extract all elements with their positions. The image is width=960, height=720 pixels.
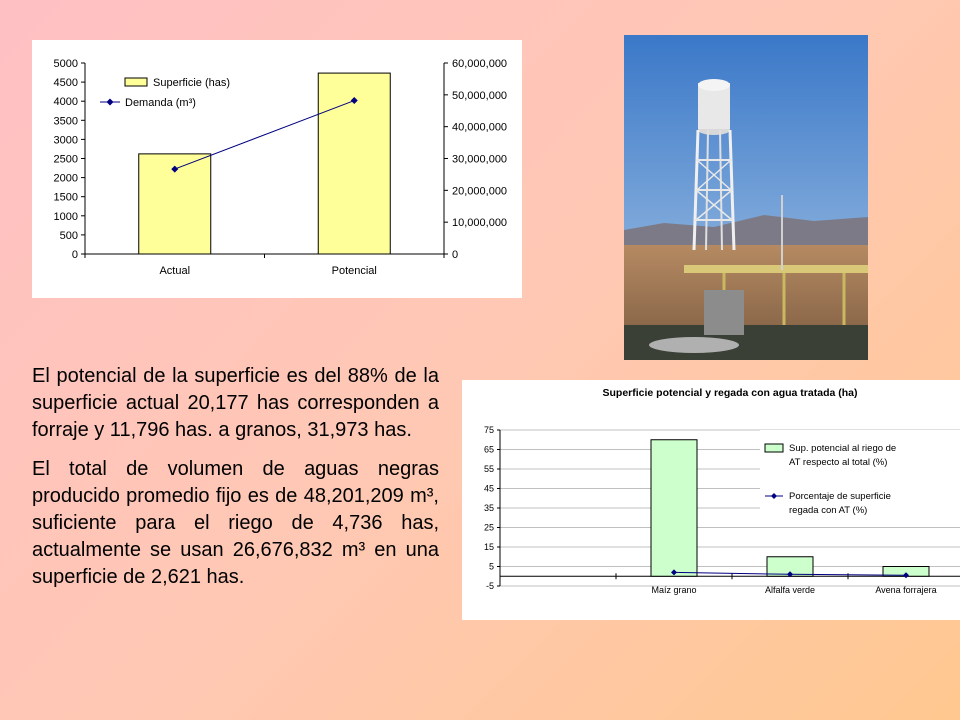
y-tick-label-3: 1500: [53, 191, 78, 204]
paragraph-volumen-aguas: El total de volumen de aguas negras producido promedio fijo es de 48,201,209 m³, suficiente para el riego de 4,736 has, actualmente se usan 26,676,832 m³ en una superficie de 2,621 has.: [32, 458, 439, 588]
legend-label-potencial-2: AT respecto al total (%): [789, 457, 888, 468]
y2-tick-label-0: 0: [452, 249, 459, 261]
y-tick-label-0: -5: [485, 581, 494, 591]
chart-superficie-potencial-regada: [462, 380, 960, 620]
x-tick-label-1: Potencial: [331, 265, 377, 277]
y-tick-label-10: 5000: [53, 58, 78, 70]
y-tick-label-5: 2500: [53, 153, 78, 166]
y2-tick-label-4: 40,000,000: [452, 121, 508, 134]
paragraph-superficie: El potencial de la superficie es del 88% de la superficie actual 20,177 has corresponden a forraje y 11,796 has. a granos, 31,973 has.: [32, 365, 439, 441]
legend-swatch-superficie: [125, 78, 147, 86]
x-tick-label-0: Actual: [159, 265, 191, 277]
y-tick-label-8: 4000: [53, 96, 78, 109]
y-tick-label-4: 35: [483, 503, 494, 513]
legend-swatch-potencial: [765, 444, 783, 452]
x-tick-label-1: Maíz grano: [651, 585, 697, 595]
y2-tick-label-6: 60,000,000: [452, 58, 508, 70]
y-tick-label-4: 2000: [53, 172, 78, 185]
y-tick-label-8: 75: [483, 425, 494, 435]
y-tick-label-2: 15: [483, 542, 494, 552]
legend-label-regada-1: Porcentaje de superficie: [789, 491, 891, 502]
y2-tick-label-5: 50,000,000: [452, 89, 508, 102]
y-tick-label-1: 5: [488, 561, 494, 572]
x-tick-label-3: Avena forrajera: [875, 585, 937, 595]
legend-label-demanda: Demanda (m³): [125, 97, 196, 109]
y2-tick-label-2: 20,000,000: [452, 185, 508, 198]
y-tick-label-1: 500: [59, 229, 78, 242]
bar-1: [651, 440, 697, 577]
chart-superficie-potencial-regada-svg: [462, 380, 960, 620]
y-tick-label-2: 1000: [53, 210, 78, 223]
chart-superficie-demanda-svg: [32, 40, 522, 298]
y-tick-label-6: 55: [483, 464, 494, 474]
x-tick-label-2: Alfalfa verde: [764, 585, 816, 595]
legend-label-potencial-1: Sup. potencial al riego de: [789, 443, 897, 454]
y-tick-label-6: 3000: [53, 134, 78, 147]
y-tick-label-9: 4500: [53, 77, 78, 90]
legend-marker-demanda: [107, 99, 114, 106]
chart-title: Superficie potencial y regada con agua tratada (ha): [602, 387, 858, 399]
legend-label-superficie: Superficie (has): [153, 77, 231, 89]
legend-label-regada-2: regada con AT (%): [789, 505, 868, 516]
y-tick-label-7: 65: [483, 444, 494, 455]
water-tower-photo: [624, 35, 868, 360]
y-tick-label-7: 3500: [53, 115, 78, 128]
y-tick-label-3: 25: [483, 522, 494, 533]
y-tick-label-0: 0: [71, 249, 78, 261]
y2-tick-label-3: 30,000,000: [452, 153, 508, 166]
y-tick-label-5: 45: [483, 483, 494, 494]
text-block: [32, 363, 439, 603]
chart-superficie-demanda: [32, 40, 522, 298]
y2-tick-label-1: 10,000,000: [452, 217, 508, 230]
